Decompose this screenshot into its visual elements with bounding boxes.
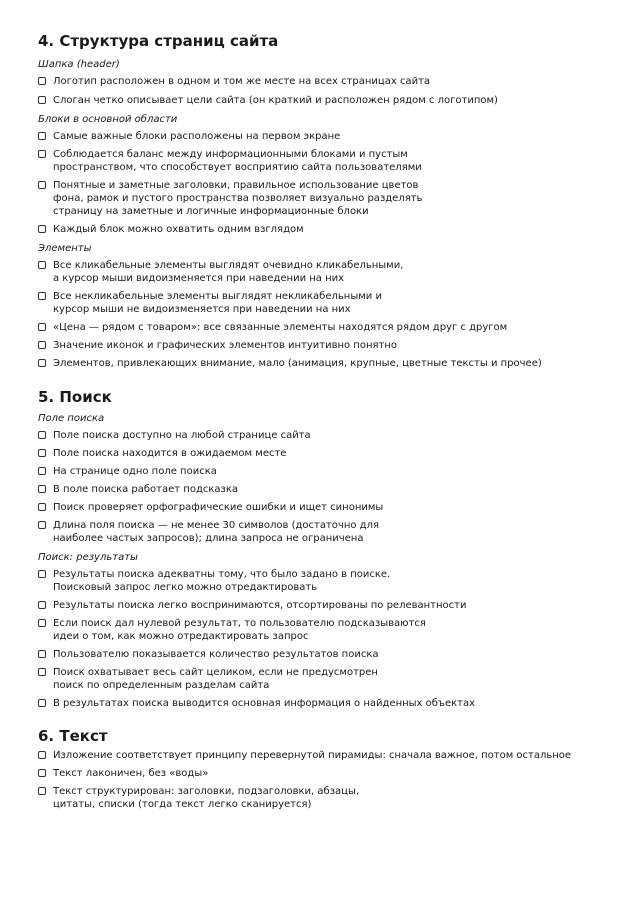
list-item: Поиск охватывает весь сайт целиком, если не предусмотрен поиск по определенным разделам сайта — [38, 666, 603, 692]
checkbox[interactable] — [38, 668, 46, 676]
list-item: Все некликабельные элементы выглядят некликабельными и курсор мыши не видоизменяется при наведении на них — [38, 290, 603, 316]
checkbox[interactable] — [38, 431, 46, 439]
group-title-main-blocks: Блоки в основной области — [38, 114, 178, 125]
list-item: Если поиск дал нулевой результат, то пользователю подсказываются идеи о том, как можно отредактировать запрос — [38, 617, 603, 643]
checkbox[interactable] — [38, 77, 46, 85]
list-item: Поиск проверяет орфографические ошибки и ищет синонимы — [38, 501, 603, 514]
checkbox[interactable] — [38, 449, 46, 457]
checkbox[interactable] — [38, 96, 46, 104]
list-item: Соблюдается баланс между информационными блоками и пустым пространством, что способствует восприятию сайта пользователями — [38, 148, 603, 174]
group-title-search-field: Поле поиска — [38, 413, 105, 424]
checkbox[interactable] — [38, 359, 46, 367]
group-list-header — [38, 75, 603, 107]
section-title-search: 5. Поиск — [38, 388, 112, 406]
list-item: Пользователю показывается количество результатов поиска — [38, 648, 603, 661]
group-list-text — [38, 749, 603, 811]
list-item: Понятные и заметные заголовки, правильное использование цветов фона, рамок и пустого пространства позволяет визуально разделять страницу на заметные и логичные информационные блоки — [38, 179, 603, 218]
checkbox[interactable] — [38, 261, 46, 269]
list-item: «Цена — рядом с товаром»: все связанные элементы находятся рядом друг с другом — [38, 321, 603, 334]
group-list-main-blocks — [38, 130, 603, 236]
list-item: В результатах поиска выводится основная информация о найденных объектах — [38, 697, 603, 710]
list-item: Самые важные блоки расположены на первом экране — [38, 130, 603, 143]
group-title-search-results: Поиск: результаты — [38, 552, 138, 563]
checkbox[interactable] — [38, 751, 46, 759]
list-item: Логотип расположен в одном и том же месте на всех страницах сайта — [38, 75, 603, 88]
checkbox[interactable] — [38, 521, 46, 529]
checkbox[interactable] — [38, 570, 46, 578]
checkbox[interactable] — [38, 225, 46, 233]
checklist-page — [38, 32, 603, 811]
checkbox[interactable] — [38, 467, 46, 475]
checkbox[interactable] — [38, 503, 46, 511]
section-title-structure: 4. Структура страниц сайта — [38, 32, 279, 50]
list-item: Результаты поиска легко воспринимаются, отсортированы по релевантности — [38, 599, 603, 612]
checkbox[interactable] — [38, 650, 46, 658]
group-list-search-field — [38, 429, 603, 545]
group-title-header: Шапка (header) — [38, 59, 120, 70]
list-item: На странице одно поле поиска — [38, 465, 603, 478]
group-list-elements — [38, 259, 603, 370]
list-item: Поле поиска находится в ожидаемом месте — [38, 447, 603, 460]
checkbox[interactable] — [38, 292, 46, 300]
list-item: Слоган четко описывает цели сайта (он краткий и расположен рядом с логотипом) — [38, 94, 603, 107]
checkbox[interactable] — [38, 787, 46, 795]
group-title-elements: Элементы — [38, 243, 92, 254]
group-list-search-results — [38, 568, 603, 710]
checkbox[interactable] — [38, 485, 46, 493]
checkbox[interactable] — [38, 132, 46, 140]
list-item: Значение иконок и графических элементов интуитивно понятно — [38, 339, 603, 352]
checkbox[interactable] — [38, 341, 46, 349]
checkbox[interactable] — [38, 181, 46, 189]
list-item: Длина поля поиска — не менее 30 символов (достаточно для наиболее частых запросов); длина запроса не ограничена — [38, 519, 603, 545]
list-item: Поле поиска доступно на любой странице сайта — [38, 429, 603, 442]
list-item: Результаты поиска адекватны тому, что было задано в поиске. Поисковый запрос легко можно отредактировать — [38, 568, 603, 594]
checkbox[interactable] — [38, 699, 46, 707]
list-item: Элементов, привлекающих внимание, мало (анимация, крупные, цветные тексты и прочее) — [38, 357, 603, 370]
list-item: Все кликабельные элементы выглядят очевидно кликабельными, а курсор мыши видоизменяется при наведении на них — [38, 259, 603, 285]
list-item: Изложение соответствует принципу перевернутой пирамиды: сначала важное, потом остальное — [38, 749, 603, 762]
section-title-text: 6. Текст — [38, 727, 108, 745]
checkbox[interactable] — [38, 769, 46, 777]
checkbox[interactable] — [38, 323, 46, 331]
list-item: Текст структурирован: заголовки, подзаголовки, абзацы, цитаты, списки (тогда текст легко сканируется) — [38, 785, 603, 811]
list-item: Каждый блок можно охватить одним взглядом — [38, 223, 603, 236]
list-item: Текст лаконичен, без «воды» — [38, 767, 603, 780]
checkbox[interactable] — [38, 619, 46, 627]
list-item: В поле поиска работает подсказка — [38, 483, 603, 496]
checkbox[interactable] — [38, 150, 46, 158]
checkbox[interactable] — [38, 601, 46, 609]
